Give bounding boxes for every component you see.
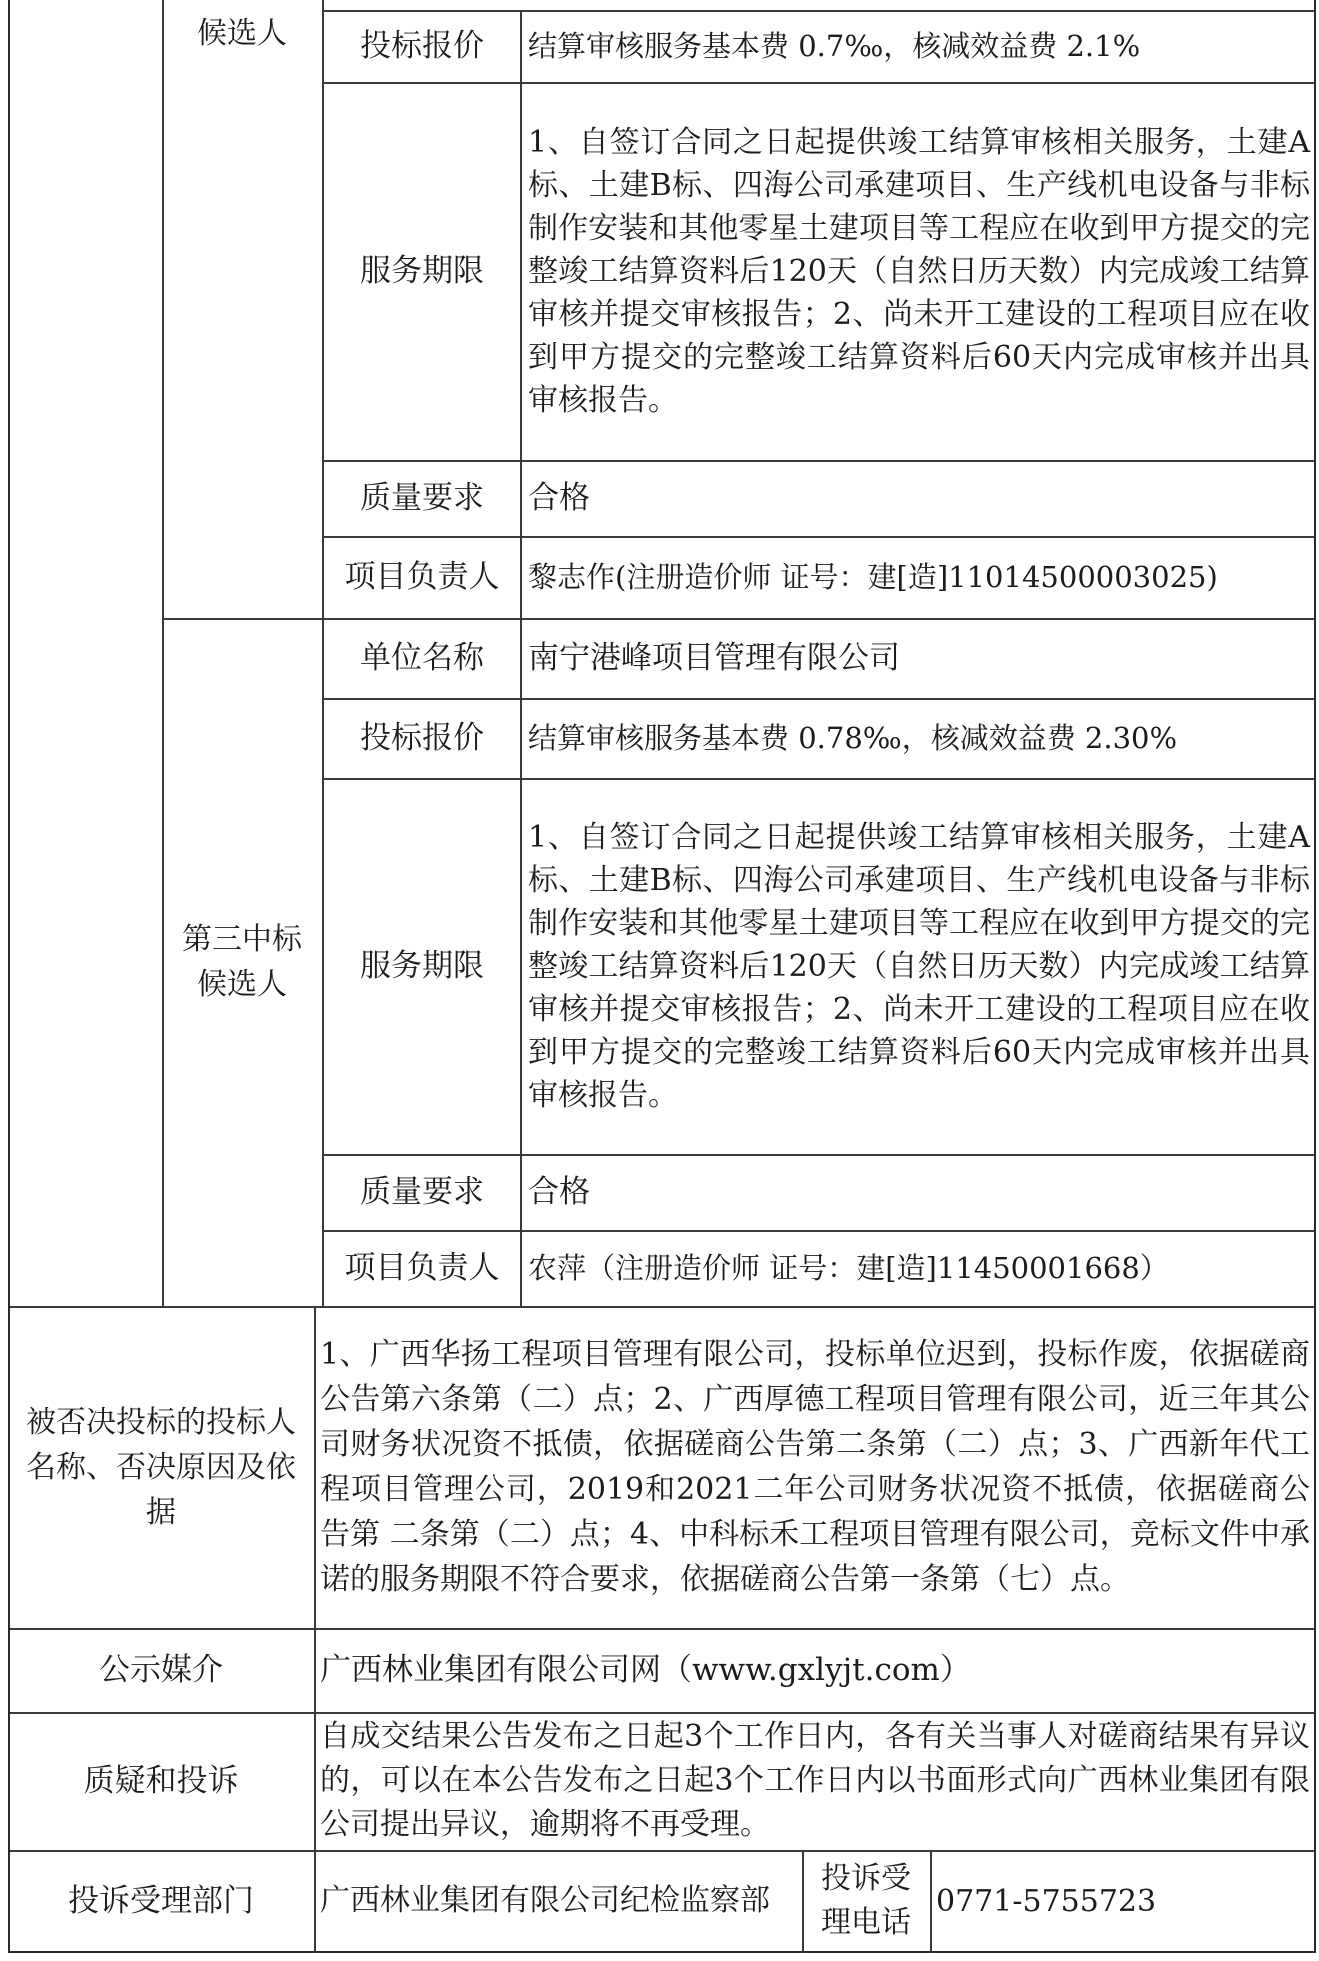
second-candidate-group-label: 候选人 bbox=[197, 15, 287, 51]
second-bid-price-value: 结算审核服务基本费 0.7‰，核减效益费 2.1% bbox=[528, 28, 1141, 63]
second-service-period-value bbox=[522, 82, 1314, 460]
rejected-label-text: 被否决投标的投标人名称、否决原因及依据 bbox=[26, 1404, 296, 1530]
second-manager-label: 项目负责人 bbox=[344, 558, 500, 595]
media-label: 公示媒介 bbox=[99, 1651, 223, 1688]
rejected-label bbox=[8, 1306, 314, 1628]
third-manager-label: 项目负责人 bbox=[344, 1249, 500, 1286]
row-line-manager-top bbox=[322, 536, 1316, 538]
second-quality-label: 质量要求 bbox=[360, 479, 484, 516]
third-service-period-label: 服务期限 bbox=[360, 947, 484, 984]
rejected-text: 1、广西华扬工程项目管理有限公司，投标单位迟到，投标作废，依据磋商公告第六条第（二）点；2、广西厚德工程项目管理有限公司，近三年其公司财务状况资不抵债，依据磋商公告第二条第（二）点；3、广西新年代工程项目管理公司，2019和2021二年公司财务状况资不抵债，依据磋商公告第 二条第（二）点；4、中科标禾工程项目管理有限公司，竞标文件中承诺的服务期限不符合要求，依据磋商公告第一条第（七）点。 bbox=[320, 1337, 1310, 1597]
complaint-dept-text: 广西林业集团有限公司纪检监察部 bbox=[320, 1883, 770, 1918]
rejected-value bbox=[314, 1306, 1314, 1628]
second-manager-value: 黎志作(注册造价师 证号：建[造]11014500003025) bbox=[528, 559, 1218, 594]
row-line-dept-top bbox=[8, 1850, 1316, 1852]
complaint-dept-label: 投诉受理部门 bbox=[68, 1882, 254, 1919]
third-candidate-group-label bbox=[162, 618, 322, 1306]
col-line-outer-left bbox=[8, 0, 10, 1953]
complaint-text: 自成交结果公告发布之日起3个工作日内，各有关当事人对磋商结果有异议的，可以在本公告发布之日起3个工作日内以书面形式向广西林业集团有限公司提出异议，逾期将不再受理。 bbox=[320, 1719, 1310, 1842]
row-line-media-top bbox=[8, 1628, 1316, 1630]
third-manager-value: 农萍（注册造价师 证号：建[造]11450001668） bbox=[528, 1250, 1169, 1285]
col-line-lower-label bbox=[314, 1306, 316, 1953]
row-line-bottom bbox=[8, 1951, 1316, 1953]
row-line-service-top bbox=[322, 82, 1316, 84]
complaint-value bbox=[314, 1712, 1314, 1850]
third-candidate-group-text: 第三中标候选人 bbox=[182, 922, 302, 1002]
col-line-value bbox=[520, 10, 522, 1308]
row-line-quality-top bbox=[322, 460, 1316, 462]
col-line-group bbox=[162, 0, 164, 1308]
complaint-dept-value bbox=[314, 1850, 802, 1952]
second-service-period-text: 1、自签订合同之日起提供竣工结算审核相关服务，土建A标、土建B标、四海公司承建项目、生产线机电设备与非标制作安装和其他零星土建项目等工程应在收到甲方提交的完整竣工结算资料后120天（自然日历天数）内完成竣工结算审核并提交审核报告；2、尚未开工建设的工程项目应在收到甲方提交的完整竣工结算资料后60天内完成审核并出具审核报告。 bbox=[528, 124, 1310, 418]
second-quality-value: 合格 bbox=[528, 479, 590, 516]
col-line-outer-right bbox=[1314, 0, 1316, 1953]
row-line-third-service-top bbox=[322, 778, 1316, 780]
third-quality-value: 合格 bbox=[528, 1173, 590, 1210]
col-line-phone-label-left bbox=[802, 1850, 804, 1953]
row-line-third-top bbox=[162, 618, 1316, 620]
third-unit-name-label: 单位名称 bbox=[360, 639, 484, 676]
second-bid-price-label: 投标报价 bbox=[360, 27, 484, 64]
complaint-label: 质疑和投诉 bbox=[83, 1762, 239, 1799]
row-line-third-bid-top bbox=[322, 698, 1316, 700]
third-quality-label: 质量要求 bbox=[360, 1173, 484, 1210]
row-line-bid-price-top bbox=[322, 10, 1316, 12]
complaint-phone-value: 0771-5755723 bbox=[936, 1883, 1157, 1919]
third-bid-price-value: 结算审核服务基本费 0.78‰，核减效益费 2.30% bbox=[528, 720, 1178, 755]
media-value: 广西林业集团有限公司网（www.gxlyjt.com） bbox=[320, 1651, 971, 1688]
third-bid-price-label: 投标报价 bbox=[360, 719, 484, 756]
row-line-rejected-top bbox=[8, 1306, 1316, 1308]
third-unit-name-value: 南宁港峰项目管理有限公司 bbox=[528, 639, 900, 676]
row-line-third-quality-top bbox=[322, 1154, 1316, 1156]
third-service-period-text: 1、自签订合同之日起提供竣工结算审核相关服务，土建A标、土建B标、四海公司承建项目、生产线机电设备与非标制作安装和其他零星土建项目等工程应在收到甲方提交的完整竣工结算资料后120天（自然日历天数）内完成竣工结算审核并提交审核报告；2、尚未开工建设的工程项目应在收到甲方提交的完整竣工结算资料后60天内完成审核并出具审核报告。 bbox=[528, 819, 1310, 1113]
complaint-phone-label-text: 投诉受理电话 bbox=[821, 1861, 911, 1940]
row-line-complaint-top bbox=[8, 1712, 1316, 1714]
third-service-period-value bbox=[522, 778, 1314, 1154]
col-line-label bbox=[322, 0, 324, 1308]
row-line-third-manager-top bbox=[322, 1230, 1316, 1232]
col-line-phone-value-left bbox=[930, 1850, 932, 1953]
second-service-period-label: 服务期限 bbox=[360, 252, 484, 289]
complaint-phone-label bbox=[802, 1850, 930, 1952]
